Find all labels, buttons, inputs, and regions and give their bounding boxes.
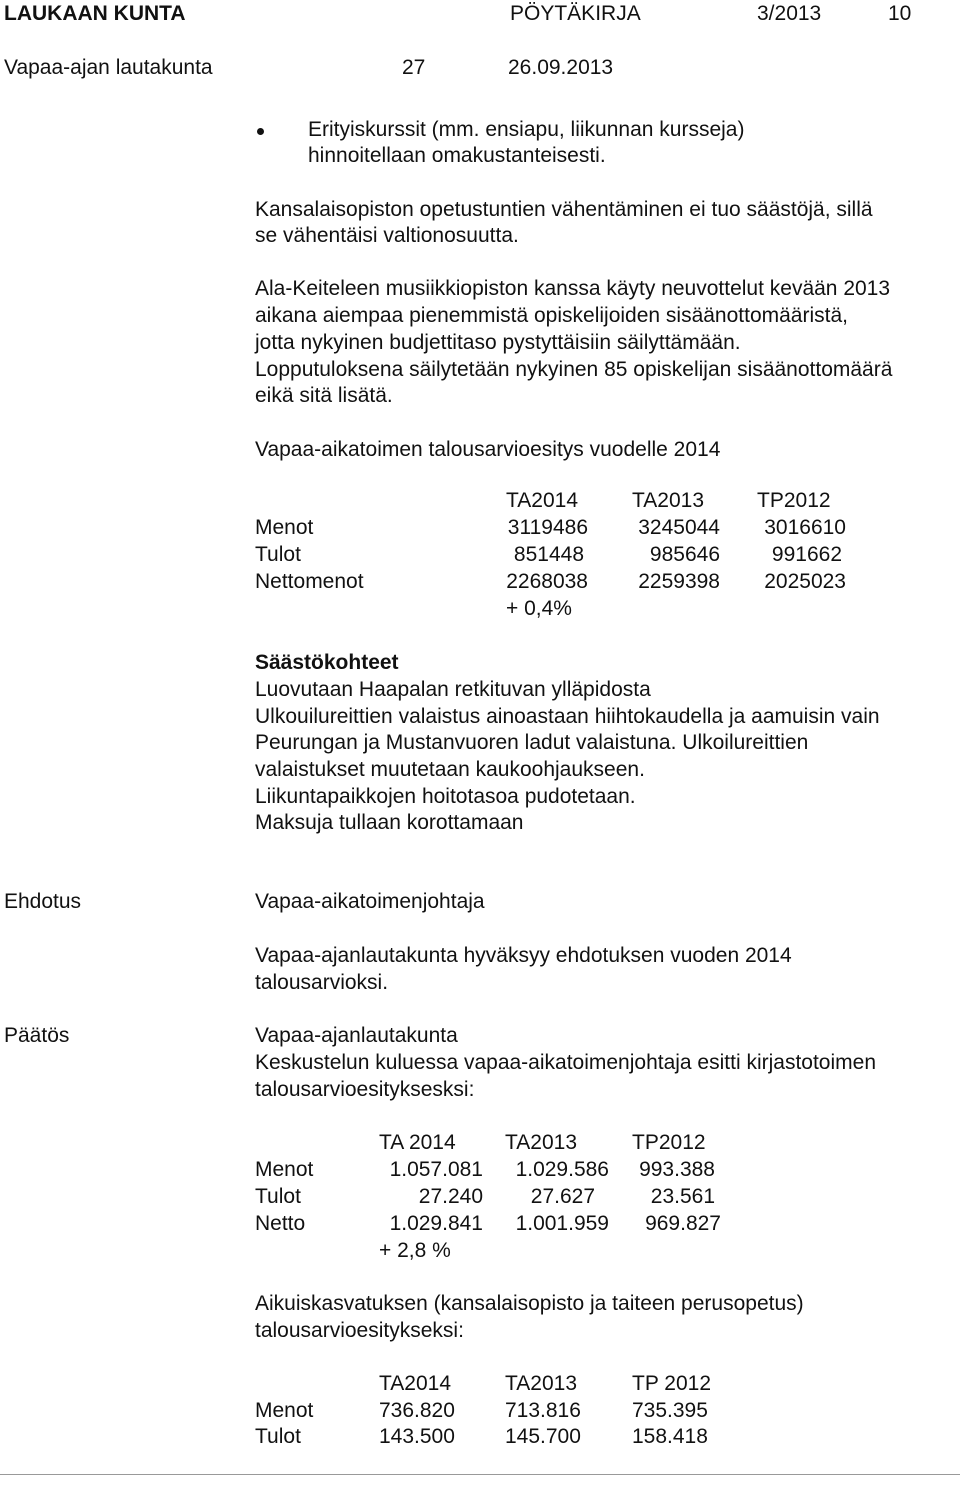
footer-divider (0, 1474, 960, 1475)
bullet-line-2: hinnoitellaan omakustanteisesti. (308, 144, 606, 167)
table3-cell: 736.820 (379, 1399, 455, 1422)
savings-line: Liikuntapaikkojen hoitotasoa pudotetaan. (255, 785, 636, 808)
savings-line: valaistukset muutetaan kaukoohjaukseen. (255, 758, 645, 781)
org-name: LAUKAAN KUNTA (4, 2, 186, 25)
paragraph-line: Kansalaisopiston opetustuntien vähentäminen ei tuo säästöjä, sillä (255, 198, 873, 221)
doc-number: 3/2013 (757, 2, 822, 25)
table1-row-label: Menot (255, 516, 314, 539)
proposal-label: Ehdotus (4, 890, 82, 913)
table1-row-label: Tulot (255, 543, 301, 566)
table3-cell: 735.395 (632, 1399, 708, 1422)
savings-line: Peurungan ja Mustanvuoren ladut valaistuna. Ulkoilureittien (255, 731, 809, 754)
adult-ed-line: Aikuiskasvatuksen (kansalaisopisto ja taiteen perusopetus) (255, 1292, 804, 1315)
paragraph-line: Ala-Keiteleen musiikkiopiston kanssa käyty neuvottelut kevään 2013 (255, 277, 891, 300)
bullet-icon (257, 128, 264, 135)
decision-text: Keskustelun kuluessa vapaa-aikatoimenjohtaja esitti kirjastotoimen (255, 1051, 876, 1074)
table2-header: TP2012 (632, 1131, 706, 1154)
decision-label: Päätös (4, 1024, 70, 1047)
table2-cell: 1.029.586 (515, 1158, 609, 1181)
table1-cell: 985646 (649, 543, 720, 566)
table1-header: TP2012 (757, 489, 831, 512)
budget-heading: Vapaa-aikatoimen talousarvioesitys vuodelle 2014 (255, 438, 721, 461)
table1-header: TA2013 (632, 489, 704, 512)
table3-header: TP 2012 (632, 1372, 712, 1395)
adult-ed-line: talousarvioesitykseksi: (255, 1319, 464, 1342)
table2-row-label: Netto (255, 1212, 306, 1235)
table3-cell: 158.418 (632, 1425, 708, 1448)
table3-header: TA2013 (505, 1372, 577, 1395)
table1-cell: 3016610 (764, 516, 846, 539)
page-number: 10 (888, 2, 912, 25)
savings-line: Ulkouilureittien valaistus ainoastaan hiihtokaudella ja aamuisin vain (255, 705, 880, 728)
table2-change: + 2,8 % (379, 1239, 451, 1262)
table2-cell: 1.001.959 (515, 1212, 609, 1235)
meeting-date: 26.09.2013 (508, 56, 614, 79)
decision-text: talousarvioesityksesksi: (255, 1078, 475, 1101)
table3-cell: 143.500 (379, 1425, 455, 1448)
table1-header: TA2014 (506, 489, 578, 512)
section-number: 27 (402, 56, 426, 79)
table2-row-label: Tulot (255, 1185, 301, 1208)
table1-change: + 0,4% (506, 597, 572, 620)
table2-cell: 993.388 (639, 1158, 715, 1181)
paragraph-line: eikä sitä lisätä. (255, 384, 393, 407)
table1-cell: 2025023 (764, 570, 846, 593)
paragraph-line: Lopputuloksena säilytetään nykyinen 85 opiskelijan sisäänottomäärä (255, 358, 893, 381)
table3-row-label: Tulot (255, 1425, 301, 1448)
table2-row-label: Menot (255, 1158, 314, 1181)
proposal-text: Vapaa-ajanlautakunta hyväksyy ehdotuksen vuoden 2014 (255, 944, 792, 967)
table2-cell: 1.057.081 (389, 1158, 483, 1181)
table1-cell: 2259398 (638, 570, 720, 593)
table1-cell: 2268038 (506, 570, 588, 593)
table2-cell: 1.029.841 (389, 1212, 483, 1235)
table3-cell: 713.816 (505, 1399, 581, 1422)
table2-cell: 27.627 (530, 1185, 595, 1208)
proposal-author: Vapaa-aikatoimenjohtaja (255, 890, 485, 913)
decision-body: Vapaa-ajanlautakunta (255, 1024, 458, 1047)
table2-header: TA 2014 (379, 1131, 456, 1154)
table1-cell: 991662 (771, 543, 842, 566)
table3-cell: 145.700 (505, 1425, 581, 1448)
table2-cell: 969.827 (645, 1212, 721, 1235)
table1-cell: 3245044 (638, 516, 720, 539)
table3-row-label: Menot (255, 1399, 314, 1422)
table1-cell: 3119486 (507, 516, 588, 539)
paragraph-line: jotta nykyinen budjettitaso pystyttäisiin säilyttämään. (255, 331, 741, 354)
table1-row-label: Nettomenot (255, 570, 364, 593)
paragraph-line: aikana aiempaa pienemmistä opiskelijoiden sisäänottomääristä, (255, 304, 848, 327)
paragraph-line: se vähentäisi valtionosuutta. (255, 224, 519, 247)
bullet-line-1: Erityiskurssit (mm. ensiapu, liikunnan kursseja) (308, 118, 745, 141)
table2-cell: 27.240 (418, 1185, 483, 1208)
savings-line: Luovutaan Haapalan retkituvan ylläpidosta (255, 678, 651, 701)
doc-type: PÖYTÄKIRJA (510, 2, 641, 25)
table3-header: TA2014 (379, 1372, 451, 1395)
table1-cell: 851448 (513, 543, 584, 566)
table2-cell: 23.561 (650, 1185, 715, 1208)
committee-name: Vapaa-ajan lautakunta (4, 56, 213, 79)
savings-line: Maksuja tullaan korottamaan (255, 811, 524, 834)
table2-header: TA2013 (505, 1131, 577, 1154)
proposal-text: talousarvioksi. (255, 971, 389, 994)
savings-title: Säästökohteet (255, 651, 399, 674)
